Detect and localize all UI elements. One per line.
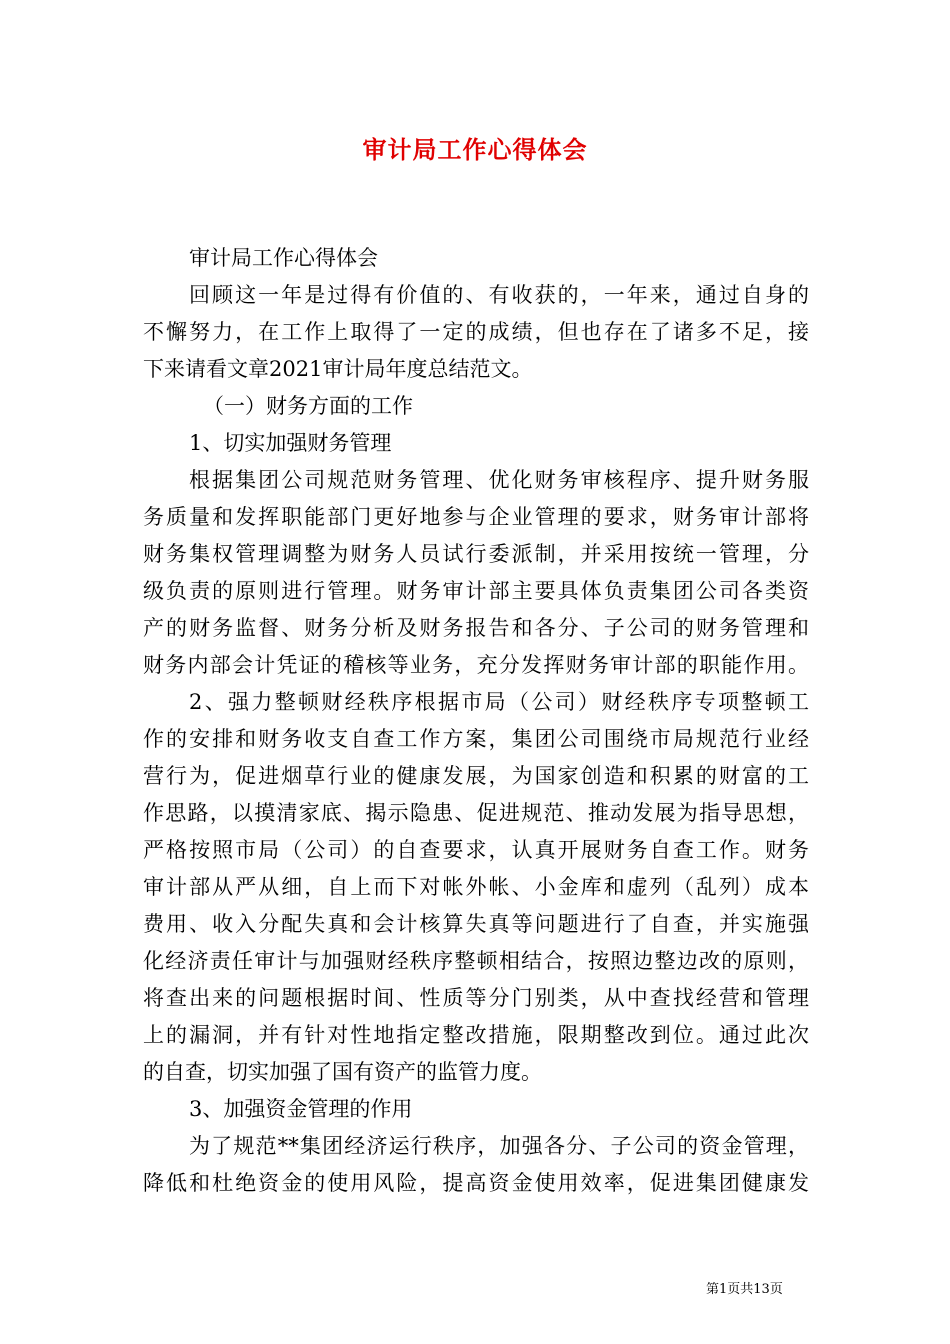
paragraph-line: 营行为，促进烟草行业的健康发展，为国家创造和积累的财富的工 <box>143 764 809 788</box>
paragraph-line: 产的财务监督、财务分析及财务报告和各分、子公司的财务管理和 <box>143 616 809 640</box>
page-number-footer: 第1页共13页 <box>706 1282 783 1297</box>
paragraph-line: 2、强力整顿财经秩序根据市局（公司）财经秩序专项整顿工 <box>189 690 809 714</box>
paragraph-line: 费用、收入分配失真和会计核算失真等问题进行了自查，并实施强 <box>143 912 809 936</box>
paragraph-line: 下来请看文章2021审计局年度总结范文。 <box>143 357 533 381</box>
paragraph-line: 上的漏洞，并有针对性地指定整改措施，限期整改到位。通过此次 <box>143 1023 809 1047</box>
paragraph-line: 回顾这一年是过得有价值的、有收获的，一年来，通过自身的 <box>189 283 809 307</box>
paragraph-line: 的自查，切实加强了国有资产的监管力度。 <box>143 1060 542 1084</box>
section-heading: （一）财务方面的工作 <box>203 394 413 418</box>
paragraph-line: 将查出来的问题根据时间、性质等分门别类，从中查找经营和管理 <box>143 986 809 1010</box>
paragraph-line: 作思路，以摸清家底、揭示隐患、促进规范、推动发展为指导思想， <box>143 801 809 825</box>
paragraph-line: 级负责的原则进行管理。财务审计部主要具体负责集团公司各类资 <box>143 579 809 603</box>
subsection-heading: 3、加强资金管理的作用 <box>189 1097 413 1121</box>
body-heading: 审计局工作心得体会 <box>189 246 378 270</box>
paragraph-line: 降低和杜绝资金的使用风险，提高资金使用效率，促进集团健康发 <box>143 1171 809 1195</box>
document-title: 审计局工作心得体会 <box>362 135 588 164</box>
paragraph-line: 务质量和发挥职能部门更好地参与企业管理的要求，财务审计部将 <box>143 505 809 529</box>
paragraph-line: 为了规范**集团经济运行秩序，加强各分、子公司的资金管理， <box>189 1134 809 1158</box>
paragraph-line: 财务内部会计凭证的稽核等业务，充分发挥财务审计部的职能作用。 <box>143 653 809 677</box>
paragraph-line: 财务集权管理调整为财务人员试行委派制，并采用按统一管理，分 <box>143 542 809 566</box>
paragraph-line: 不懈努力，在工作上取得了一定的成绩，但也存在了诸多不足，接 <box>143 320 809 344</box>
paragraph-line: 严格按照市局（公司）的自查要求，认真开展财务自查工作。财务 <box>143 838 809 862</box>
paragraph-line: 根据集团公司规范财务管理、优化财务审核程序、提升财务服 <box>189 468 809 492</box>
paragraph-line: 作的安排和财务收支自查工作方案，集团公司围绕市局规范行业经 <box>143 727 809 751</box>
paragraph-line: 审计部从严从细，自上而下对帐外帐、小金库和虚列（乱列）成本 <box>143 875 809 899</box>
document-body <box>143 240 809 1202</box>
subsection-heading: 1、切实加强财务管理 <box>189 431 392 455</box>
paragraph-line: 化经济责任审计与加强财经秩序整顿相结合，按照边整边改的原则， <box>143 949 809 973</box>
